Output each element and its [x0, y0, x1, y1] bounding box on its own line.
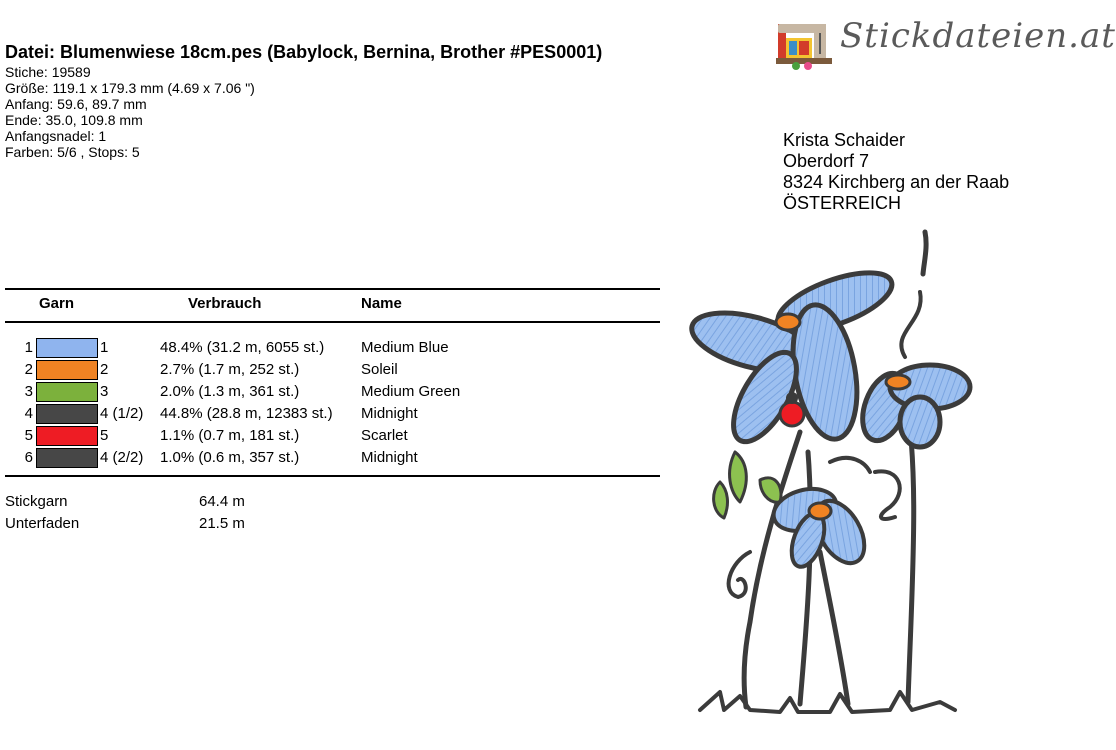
thread-usage: 2.7% (1.7 m, 252 st.) — [160, 361, 300, 378]
thread-name: Medium Green — [361, 383, 461, 400]
row-number: 1 — [24, 339, 33, 356]
row-number: 6 — [24, 449, 33, 466]
thread-number: 4 (1/2) — [100, 405, 144, 422]
end-position: Ende: 35.0, 109.8 mm — [5, 112, 143, 128]
table-header-rule — [5, 321, 660, 323]
stickgarn-label: Stickgarn — [5, 493, 68, 510]
thread-name: Medium Blue — [361, 339, 449, 356]
table-row — [0, 338, 660, 358]
stickgarn-value: 64.4 m — [199, 493, 245, 510]
table-row — [0, 426, 660, 446]
design-size: Größe: 119.1 x 179.3 mm (4.69 x 7.06 ") — [5, 80, 255, 96]
table-bottom-rule — [5, 475, 660, 477]
header-name: Name — [361, 295, 402, 312]
stitch-count: Stiche: 19589 — [5, 64, 91, 80]
color-swatch — [36, 426, 98, 446]
flower-meadow-illustration — [680, 222, 980, 722]
thread-usage: 44.8% (28.8 m, 12383 st.) — [160, 405, 333, 422]
file-title: Datei: Blumenwiese 18cm.pes (Babylock, Bernina, Brother #PES0001) — [5, 42, 603, 62]
color-swatch — [36, 404, 98, 424]
thread-name: Soleil — [361, 361, 398, 378]
start-needle: Anfangsnadel: 1 — [5, 128, 107, 144]
thread-name: Midnight — [361, 449, 418, 466]
address-city: 8324 Kirchberg an der Raab — [783, 172, 1010, 192]
header-verbrauch: Verbrauch — [188, 295, 262, 312]
row-number: 3 — [24, 383, 33, 400]
thread-number: 4 (2/2) — [100, 449, 144, 466]
embroidery-design-preview — [680, 222, 980, 722]
start-position: Anfang: 59.6, 89.7 mm — [5, 96, 147, 112]
color-swatch — [36, 360, 98, 380]
address-country: ÖSTERREICH — [783, 193, 902, 213]
header-garn: Garn — [39, 295, 75, 312]
row-number: 4 — [24, 405, 33, 422]
table-row — [0, 448, 660, 468]
thread-name: Midnight — [361, 405, 418, 422]
thread-number: 2 — [100, 361, 109, 378]
unterfaden-value: 21.5 m — [199, 515, 245, 532]
row-number: 2 — [24, 361, 33, 378]
thread-usage: 2.0% (1.3 m, 361 st.) — [160, 383, 300, 400]
thread-name: Scarlet — [361, 427, 408, 444]
thread-usage: 48.4% (31.2 m, 6055 st.) — [160, 339, 325, 356]
table-row — [0, 404, 660, 424]
logo-text: Stickdateien.at — [840, 16, 1116, 56]
colors-stops: Farben: 5/6 , Stops: 5 — [5, 144, 140, 160]
address-block — [783, 130, 1009, 214]
address-street: Oberdorf 7 — [783, 151, 870, 171]
thread-usage: 1.1% (0.7 m, 181 st.) — [160, 427, 300, 444]
row-number: 5 — [24, 427, 33, 444]
thread-number: 5 — [100, 427, 109, 444]
thread-number: 1 — [100, 339, 109, 356]
table-top-rule — [5, 288, 660, 290]
color-swatch — [36, 338, 98, 358]
thread-usage: 1.0% (0.6 m, 357 st.) — [160, 449, 300, 466]
unterfaden-label: Unterfaden — [5, 515, 80, 532]
address-name: Krista Schaider — [783, 130, 906, 150]
brand-logo — [776, 14, 1116, 74]
color-swatch — [36, 448, 98, 468]
color-swatch — [36, 382, 98, 402]
thread-number: 3 — [100, 383, 109, 400]
table-row — [0, 382, 660, 402]
table-row — [0, 360, 660, 380]
